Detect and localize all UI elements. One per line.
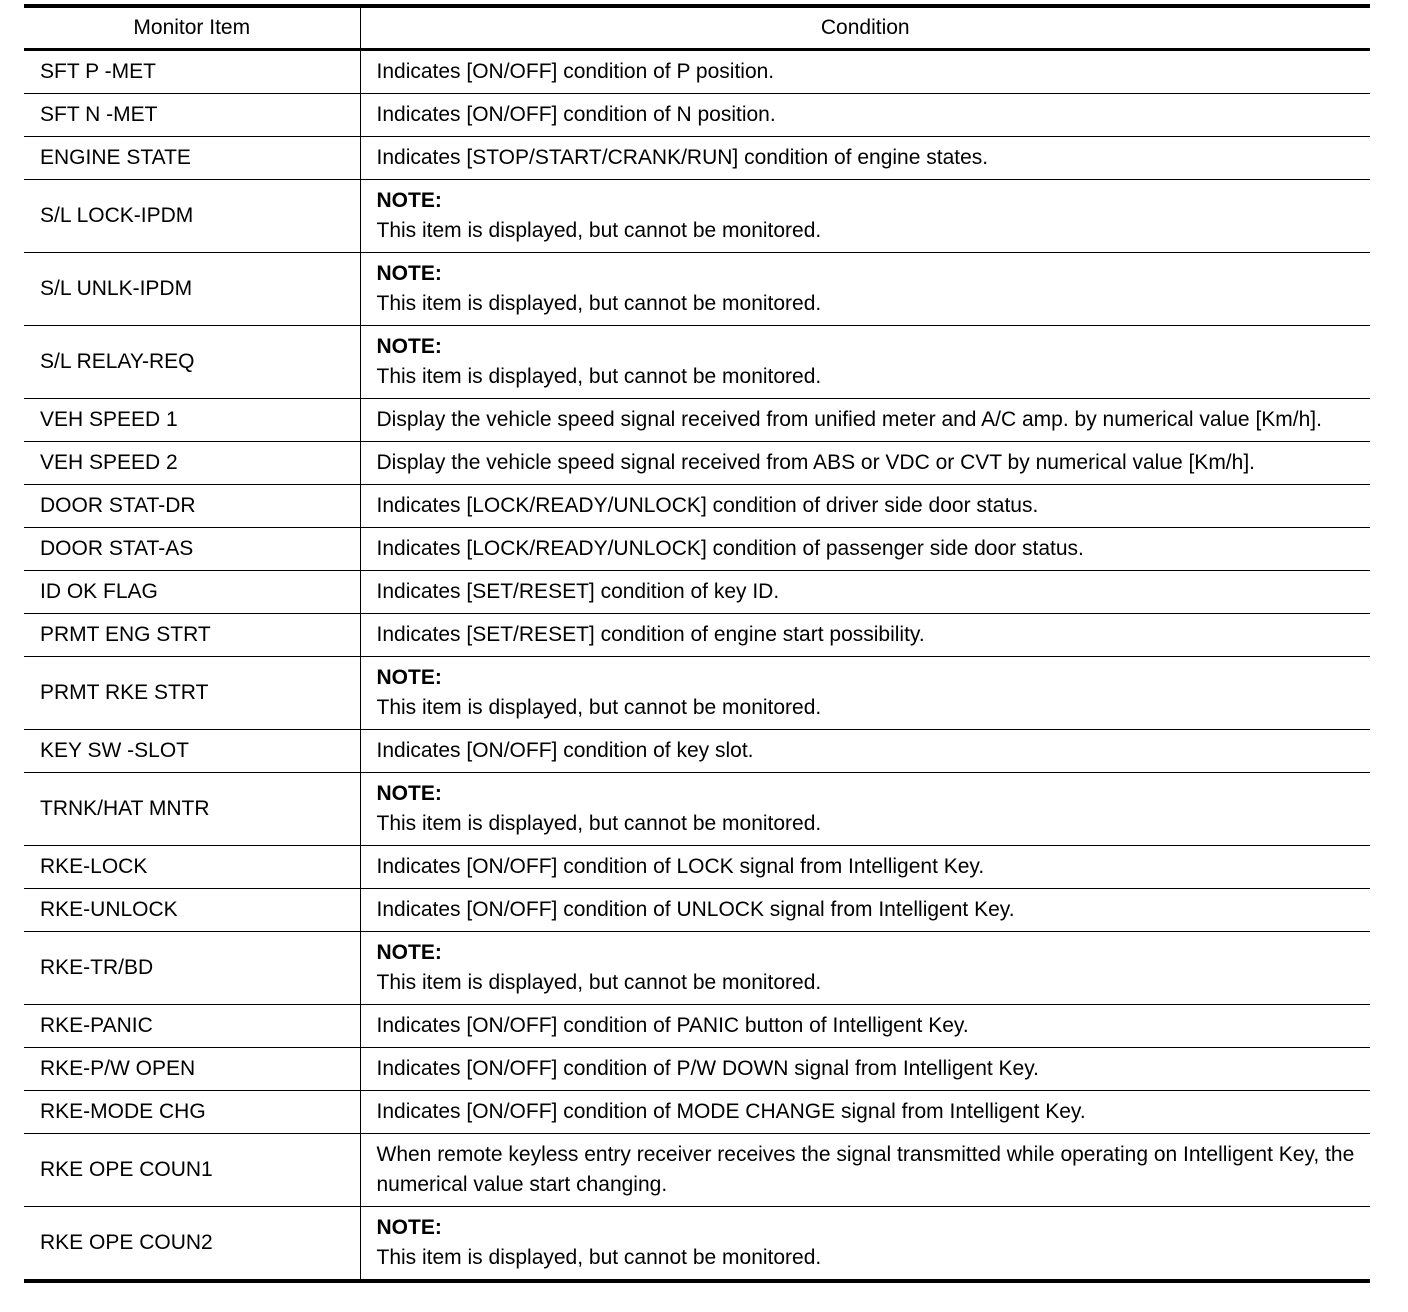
monitor-item-cell: S/L UNLK-IPDM: [24, 253, 360, 326]
condition-cell: Indicates [LOCK/READY/UNLOCK] condition of driver side door status.: [360, 485, 1370, 528]
condition-cell: Indicates [SET/RESET] condition of engine start possibility.: [360, 614, 1370, 657]
table-row: [24, 1005, 1370, 1048]
monitor-item-cell: VEH SPEED 2: [24, 442, 360, 485]
table-row: [24, 180, 1370, 253]
table-row: [24, 94, 1370, 137]
monitor-item-cell: RKE-UNLOCK: [24, 889, 360, 932]
table-row: [24, 846, 1370, 889]
note-label: NOTE:: [376, 666, 442, 689]
condition-cell: [360, 180, 1370, 253]
condition-cell: Display the vehicle speed signal received from ABS or VDC or CVT by numerical value [Km/h].: [360, 442, 1370, 485]
condition-cell: When remote keyless entry receiver receives the signal transmitted while operating on Intelligent Key, the numerical value start changing.: [360, 1134, 1370, 1207]
condition-cell: Indicates [ON/OFF] condition of P/W DOWN signal from Intelligent Key.: [360, 1048, 1370, 1091]
table-row: [24, 1048, 1370, 1091]
condition-text: This item is displayed, but cannot be monitored.: [376, 219, 822, 242]
monitor-item-header: Monitor Item: [24, 6, 360, 50]
table-row: [24, 657, 1370, 730]
condition-cell: [360, 326, 1370, 399]
table-row: [24, 137, 1370, 180]
table-row: [24, 932, 1370, 1005]
note-label: NOTE:: [376, 782, 442, 805]
monitor-item-cell: RKE-PANIC: [24, 1005, 360, 1048]
monitor-item-cell: SFT P -MET: [24, 50, 360, 94]
condition-text: This item is displayed, but cannot be monitored.: [376, 365, 822, 388]
condition-text: This item is displayed, but cannot be monitored.: [376, 812, 822, 835]
note-label: NOTE:: [376, 335, 442, 358]
condition-text: This item is displayed, but cannot be monitored.: [376, 696, 822, 719]
table-row: [24, 528, 1370, 571]
condition-cell: Indicates [ON/OFF] condition of P position.: [376, 60, 775, 83]
condition-cell: Indicates [ON/OFF] condition of PANIC button of Intelligent Key.: [360, 1005, 1370, 1048]
monitor-item-cell: S/L RELAY-REQ: [24, 326, 360, 399]
monitor-item-cell: KEY SW -SLOT: [24, 730, 360, 773]
condition-cell: Indicates [LOCK/READY/UNLOCK] condition of passenger side door status.: [360, 528, 1370, 571]
monitor-item-cell: PRMT ENG STRT: [24, 614, 360, 657]
table-row: [24, 730, 1370, 773]
condition-cell: Indicates [ON/OFF] condition of key slot.: [360, 730, 1370, 773]
table-row: [24, 571, 1370, 614]
condition-cell: [360, 253, 1370, 326]
condition-text: This item is displayed, but cannot be monitored.: [376, 1246, 822, 1269]
monitor-item-cell: TRNK/HAT MNTR: [24, 773, 360, 846]
note-label: NOTE:: [376, 1216, 442, 1239]
note-label: NOTE:: [376, 262, 442, 285]
condition-cell: Indicates [ON/OFF] condition of UNLOCK signal from Intelligent Key.: [360, 889, 1370, 932]
table-row: [24, 1207, 1370, 1282]
monitor-item-cell: ENGINE STATE: [24, 137, 360, 180]
monitor-item-cell: RKE-P/W OPEN: [24, 1048, 360, 1091]
condition-cell: [360, 932, 1370, 1005]
header-row: [24, 6, 1370, 50]
monitor-item-cell: RKE-MODE CHG: [24, 1091, 360, 1134]
monitor-table-container: [24, 4, 1370, 1283]
table-row: [24, 485, 1370, 528]
monitor-item-cell: PRMT RKE STRT: [24, 657, 360, 730]
condition-header: Condition: [360, 6, 1370, 50]
note-label: NOTE:: [376, 189, 442, 212]
condition-cell: [360, 657, 1370, 730]
monitor-item-cell: S/L LOCK-IPDM: [24, 180, 360, 253]
table-row: [24, 442, 1370, 485]
monitor-item-cell: ID OK FLAG: [24, 571, 360, 614]
note-label: NOTE:: [376, 941, 442, 964]
table-row: [24, 1134, 1370, 1207]
monitor-item-cell: RKE-TR/BD: [24, 932, 360, 1005]
table-row: [24, 773, 1370, 846]
condition-cell: [360, 773, 1370, 846]
condition-cell: Indicates [ON/OFF] condition of N position.: [360, 94, 1370, 137]
table-row: [24, 50, 1370, 94]
monitor-item-table: [24, 4, 1370, 1283]
condition-cell: Indicates [SET/RESET] condition of key ID.: [360, 571, 1370, 614]
monitor-item-cell: DOOR STAT-AS: [24, 528, 360, 571]
monitor-item-cell: RKE OPE COUN1: [24, 1134, 360, 1207]
table-row: [24, 889, 1370, 932]
table-row: [24, 253, 1370, 326]
monitor-item-cell: DOOR STAT-DR: [24, 485, 360, 528]
table-row: [24, 326, 1370, 399]
table-row: [24, 1091, 1370, 1134]
condition-cell: Indicates [ON/OFF] condition of LOCK signal from Intelligent Key.: [360, 846, 1370, 889]
condition-text: This item is displayed, but cannot be monitored.: [376, 971, 822, 994]
monitor-item-cell: RKE OPE COUN2: [24, 1207, 360, 1282]
condition-text: This item is displayed, but cannot be monitored.: [376, 292, 822, 315]
table-row: [24, 614, 1370, 657]
table-header: [24, 6, 1370, 50]
condition-cell: Indicates [ON/OFF] condition of MODE CHANGE signal from Intelligent Key.: [360, 1091, 1370, 1134]
table-body: [24, 50, 1370, 1282]
condition-cell: [360, 1207, 1370, 1282]
monitor-item-cell: SFT N -MET: [24, 94, 360, 137]
condition-cell: Display the vehicle speed signal received from unified meter and A/C amp. by numerical value [Km/h].: [360, 399, 1370, 442]
monitor-item-cell: VEH SPEED 1: [24, 399, 360, 442]
condition-cell: Indicates [STOP/START/CRANK/RUN] condition of engine states.: [360, 137, 1370, 180]
monitor-item-cell: RKE-LOCK: [24, 846, 360, 889]
table-row: [24, 399, 1370, 442]
